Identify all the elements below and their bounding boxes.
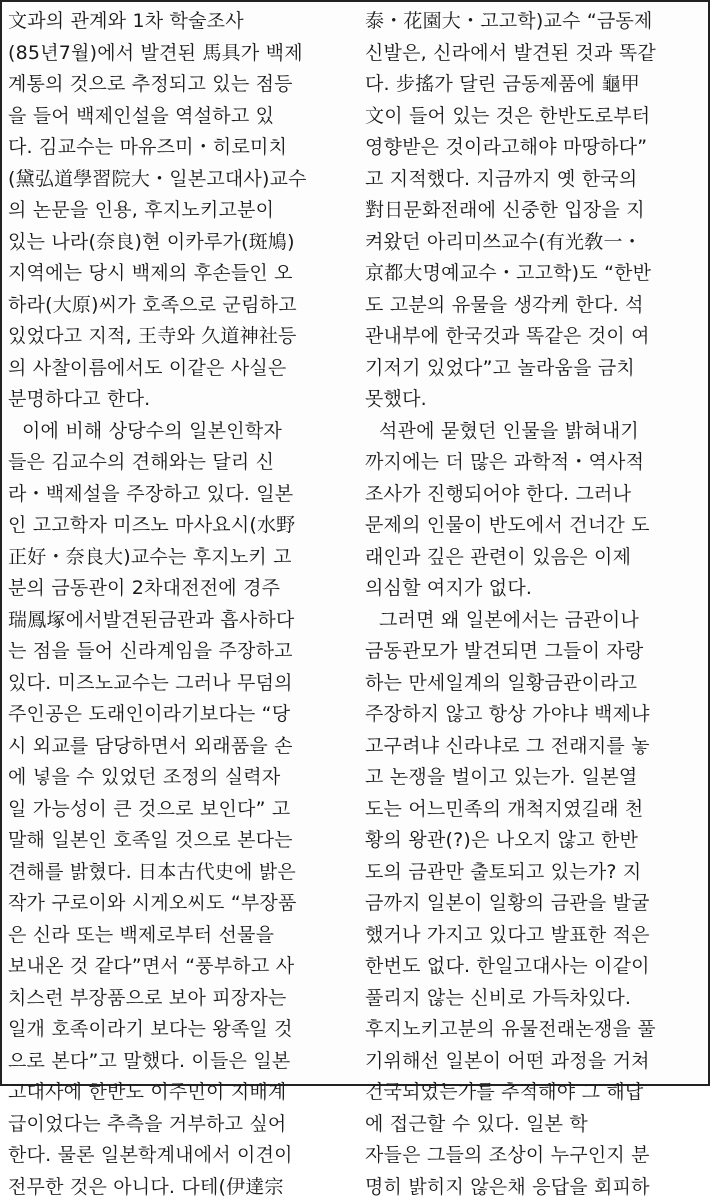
- text-line: 京都大명예교수・고고학)도 “한반: [365, 258, 706, 290]
- text-line: 의심할 여지가 없다.: [365, 573, 706, 605]
- text-line: 한다. 물론 일본학계내에서 이견이: [8, 1140, 354, 1172]
- text-line: 있는 나라(奈良)현 이카루가(斑鳩): [8, 227, 354, 259]
- text-line: 신발은, 신라에서 발견된 것과 똑같: [365, 38, 706, 70]
- text-line: 금동관모가 발견되면 그들이 자랑: [365, 636, 706, 668]
- text-line: 은 신라 또는 백제로부터 선물을: [8, 920, 354, 952]
- text-line: 도의 금관만 출토되고 있는가? 지: [365, 857, 706, 889]
- text-line: 말해 일본인 호족일 것으로 본다는: [8, 825, 354, 857]
- text-line: 일 가능성이 큰 것으로 보인다” 고: [8, 794, 354, 826]
- text-line: 조사가 진행되어야 한다. 그러나: [365, 479, 706, 511]
- text-line: 는 점을 들어 신라계임을 주장하고: [8, 636, 354, 668]
- text-line: 전무한 것은 아니다. 다테(伊達宗: [8, 1172, 354, 1203]
- text-line-paragraph-start: 그러면 왜 일본에서는 금관이나: [365, 605, 706, 637]
- text-line: 瑞鳳塚에서발견된금관과 흡사하다: [8, 605, 354, 637]
- text-line: 자들은 그들의 조상이 누구인지 분: [365, 1140, 706, 1172]
- text-line: 도는 어느민족의 개척지였길래 천: [365, 794, 706, 826]
- text-line: 일개 호족이라기 보다는 왕족일 것: [8, 1014, 354, 1046]
- text-line: 주인공은 도래인이라기보다는 “당: [8, 699, 354, 731]
- text-line: 있다. 미즈노교수는 그러나 무덤의: [8, 668, 354, 700]
- text-line: 하라(大原)씨가 호족으로 군림하고: [8, 290, 354, 322]
- text-line: 치스런 부장품으로 보아 피장자는: [8, 983, 354, 1015]
- text-line-paragraph-start: 이에 비해 상당수의 일본인학자: [8, 416, 354, 448]
- text-line: 건국되었는가를 추적해야 그 해답: [365, 1077, 706, 1109]
- text-line: 못했다.: [365, 384, 706, 416]
- text-line: 영향받은 것이라고해야 마땅하다”: [365, 132, 706, 164]
- text-line: 으로 본다”고 말했다. 이들은 일본: [8, 1046, 354, 1078]
- text-line: 보내온 것 같다”면서 “풍부하고 사: [8, 951, 354, 983]
- text-line: 명히 밝히지 않은채 응답을 회피하: [365, 1172, 706, 1203]
- text-line: 의 사찰이름에서도 이같은 사실은: [8, 353, 354, 385]
- text-line: 에 넣을 수 있었던 조정의 실력자: [8, 762, 354, 794]
- text-line: 시 외교를 담당하면서 외래품을 손: [8, 731, 354, 763]
- text-line: 고 논쟁을 벌이고 있는가. 일본열: [365, 762, 706, 794]
- column-gutter: [357, 2, 358, 1088]
- text-line: 주장하지 않고 항상 가야냐 백제냐: [365, 699, 706, 731]
- text-line: (85년7월)에서 발견된 馬具가 백제: [8, 38, 354, 70]
- text-line: 正好・奈良大)교수는 후지노키 고: [8, 542, 354, 574]
- text-line: 對日문화전래에 신중한 입장을 지: [365, 195, 706, 227]
- text-line: 풀리지 않는 신비로 가득차있다.: [365, 983, 706, 1015]
- text-line: (黛弘道學習院大・일본고대사)교수: [8, 164, 354, 196]
- text-line: 하는 만세일계의 일황금관이라고: [365, 668, 706, 700]
- text-line: 작가 구로이와 시게오씨도 “부장품: [8, 888, 354, 920]
- text-line: 급이었다는 추측을 거부하고 싶어: [8, 1109, 354, 1141]
- text-line: 다. 步搖가 달린 금동제품에 龜甲: [365, 69, 706, 101]
- text-line: 고구려냐 신라냐로 그 전래지를 놓: [365, 731, 706, 763]
- text-line-paragraph-start: 석관에 묻혔던 인물을 밝혀내기: [365, 416, 706, 448]
- text-line: 지역에는 당시 백제의 후손들인 오: [8, 258, 354, 290]
- text-line: 에 접근할 수 있다. 일본 학: [365, 1109, 706, 1141]
- text-line: 도 고분의 유물을 생각케 한다. 석: [365, 290, 706, 322]
- text-line: 의 논문을 인용, 후지노키고분이: [8, 195, 354, 227]
- text-line: 켜왔던 아리미쓰교수(有光敎一・: [365, 227, 706, 259]
- text-line: 라・백제설을 주장하고 있다. 일본: [8, 479, 354, 511]
- text-line: 을 들어 백제인설을 역설하고 있: [8, 101, 354, 133]
- text-line: 文과의 관계와 1차 학술조사: [8, 6, 354, 38]
- text-line: 계통의 것으로 추정되고 있는 점등: [8, 69, 354, 101]
- text-line: 들은 김교수의 견해와는 달리 신: [8, 447, 354, 479]
- text-column-right: [365, 6, 706, 1203]
- text-line: 후지노키고분의 유물전래논쟁을 풀: [365, 1014, 706, 1046]
- text-line: 견해를 밝혔다. 日本古代史에 밝은: [8, 857, 354, 889]
- text-line: 고대사에 한반도 이주민이 지배계: [8, 1077, 354, 1109]
- text-line: 기저기 있었다”고 놀라움을 금치: [365, 353, 706, 385]
- text-line: 文이 들어 있는 것은 한반도로부터: [365, 101, 706, 133]
- text-line: 래인과 깊은 관련이 있음은 이제: [365, 542, 706, 574]
- text-line: 다. 김교수는 마유즈미・히로미치: [8, 132, 354, 164]
- text-line: 관내부에 한국것과 똑같은 것이 여: [365, 321, 706, 353]
- text-line: 했거나 가지고 있다고 발표한 적은: [365, 920, 706, 952]
- text-line: 泰・花園大・고고학)교수 “금동제: [365, 6, 706, 38]
- text-line: 분명하다고 한다.: [8, 384, 354, 416]
- text-line: 금까지 일본이 일황의 금관을 발굴: [365, 888, 706, 920]
- text-line: 인 고고학자 미즈노 마사요시(水野: [8, 510, 354, 542]
- text-line: 까지에는 더 많은 과학적・역사적: [365, 447, 706, 479]
- text-line: 문제의 인물이 반도에서 건너간 도: [365, 510, 706, 542]
- text-column-left: [8, 6, 354, 1203]
- text-line: 분의 금동관이 2차대전전에 경주: [8, 573, 354, 605]
- text-line: 있었다고 지적, 王寺와 久道神社등: [8, 321, 354, 353]
- text-line: 황의 왕관(?)은 나오지 않고 한반: [365, 825, 706, 857]
- text-line: 한번도 없다. 한일고대사는 이같이: [365, 951, 706, 983]
- text-line: 기위해선 일본이 어떤 과정을 거쳐: [365, 1046, 706, 1078]
- text-line: 고 지적했다. 지금까지 옛 한국의: [365, 164, 706, 196]
